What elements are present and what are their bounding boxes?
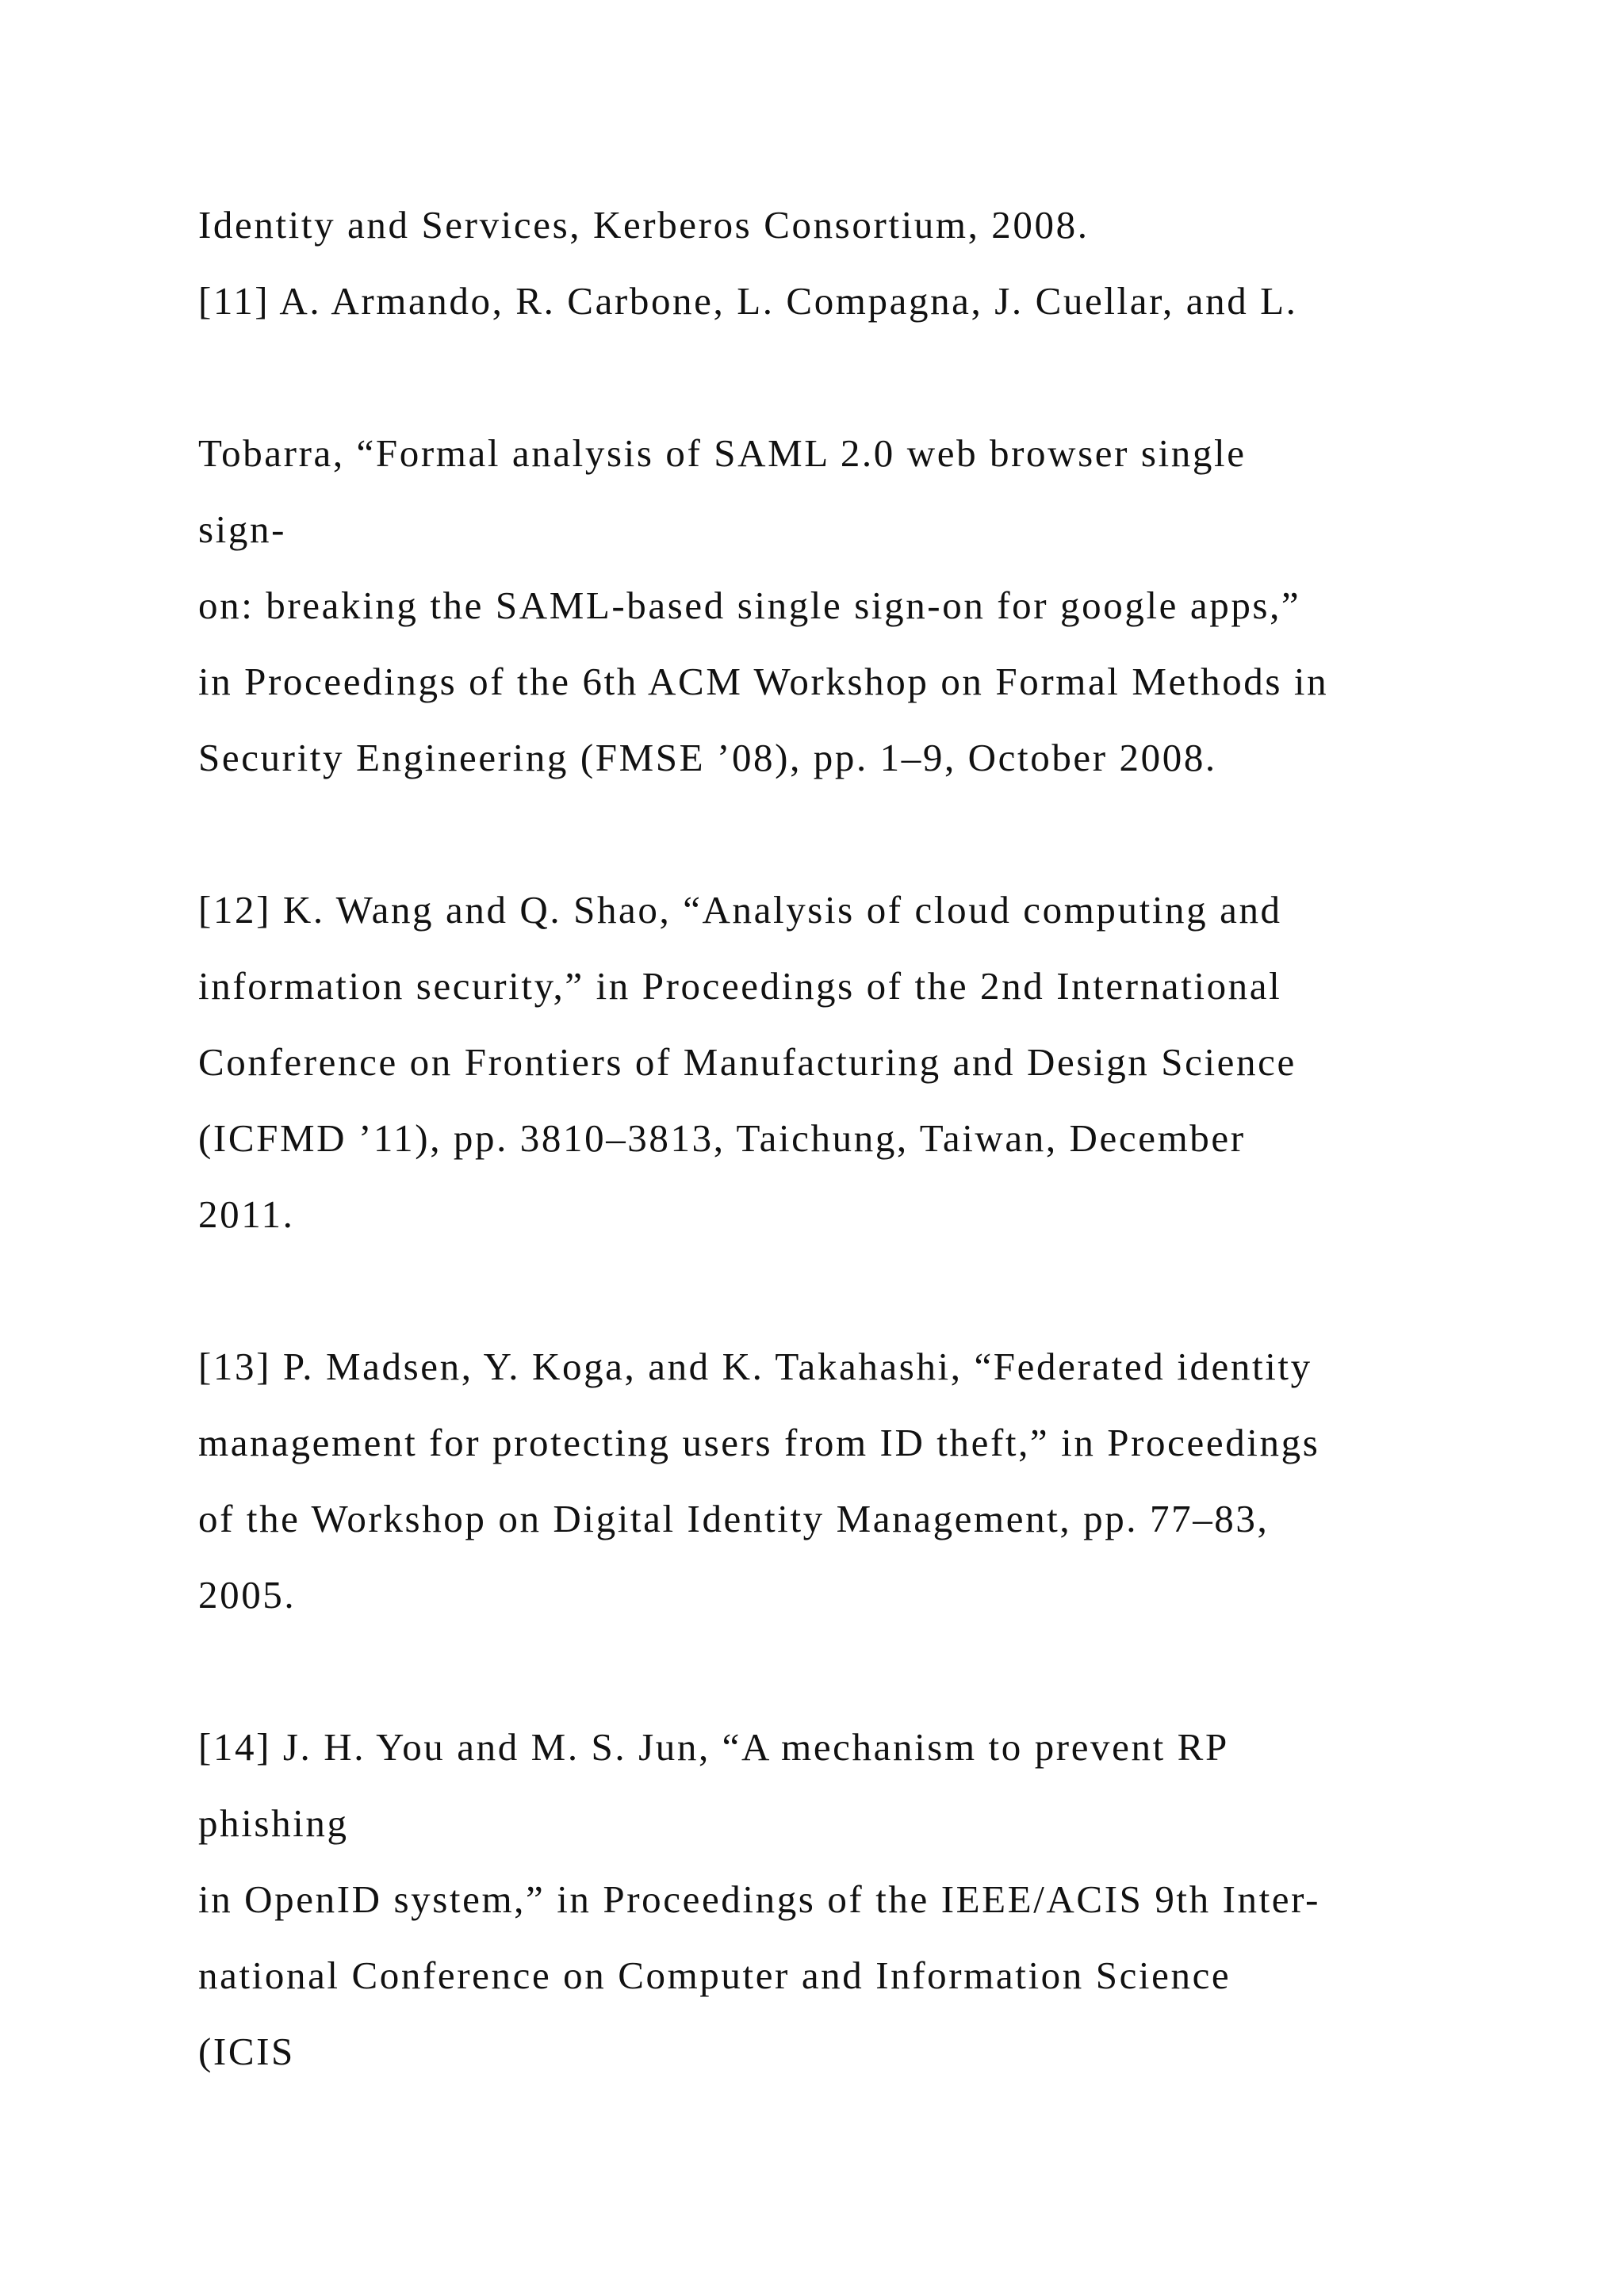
blank-line — [198, 339, 1530, 415]
blank-line — [198, 796, 1530, 872]
text-line: 2011. — [198, 1192, 295, 1236]
text-line: [14] J. H. You and M. S. Jun, “A mechanism to prevent RP — [198, 1725, 1229, 1769]
text-line: on: breaking the SAML-based single sign-on for google apps,” — [198, 584, 1301, 627]
text-line: Security Engineering (FMSE ’08), pp. 1–9, October 2008. — [198, 736, 1217, 779]
text-line: in Proceedings of the 6th ACM Workshop on Formal Methods in — [198, 660, 1329, 703]
text-line: [11] A. Armando, R. Carbone, L. Compagna, J. Cuellar, and L. — [198, 279, 1298, 323]
text-line: Identity and Services, Kerberos Consortium, 2008. — [198, 203, 1090, 247]
text-line: of the Workshop on Digital Identity Management, pp. 77–83, — [198, 1497, 1270, 1540]
text-line: [13] P. Madsen, Y. Koga, and K. Takahashi, “Federated identity — [198, 1345, 1312, 1388]
text-line: information security,” in Proceedings of the 2nd International — [198, 964, 1282, 1008]
text-line: Conference on Frontiers of Manufacturing and Design Science — [198, 1040, 1297, 1084]
references-text — [198, 187, 1530, 2090]
text-line: sign- — [198, 507, 286, 551]
text-line: national Conference on Computer and Information Science — [198, 1954, 1231, 1997]
blank-line — [198, 1633, 1530, 1709]
text-line: phishing — [198, 1801, 349, 1845]
blank-line — [198, 1253, 1530, 1329]
text-line: in OpenID system,” in Proceedings of the IEEE/ACIS 9th Inter- — [198, 1877, 1321, 1921]
text-line: Tobarra, “Formal analysis of SAML 2.0 web browser single — [198, 431, 1247, 475]
text-line: (ICIS — [198, 2030, 295, 2073]
text-line: management for protecting users from ID theft,” in Proceedings — [198, 1421, 1320, 1464]
text-line: 2005. — [198, 1573, 297, 1617]
text-line: [12] K. Wang and Q. Shao, “Analysis of cloud computing and — [198, 888, 1282, 932]
text-line: (ICFMD ’11), pp. 3810–3813, Taichung, Taiwan, December — [198, 1116, 1246, 1160]
